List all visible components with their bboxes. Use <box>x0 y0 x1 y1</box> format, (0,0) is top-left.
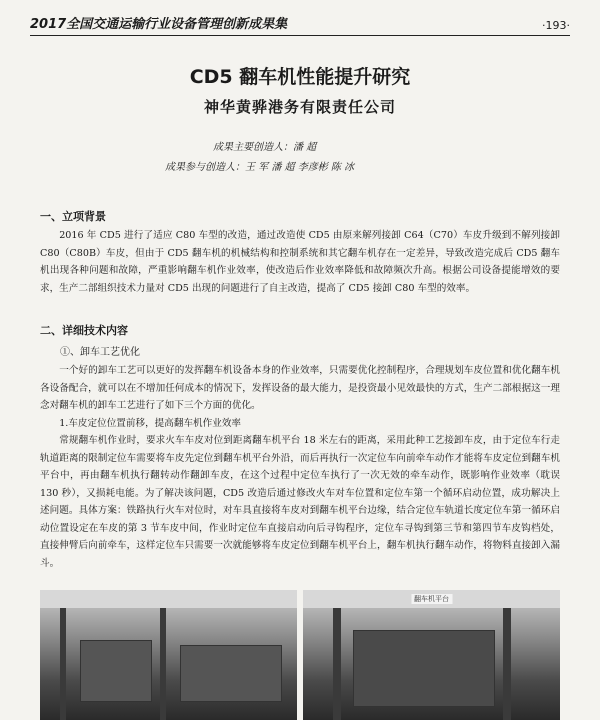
paragraph-process-intro: 一个好的卸车工艺可以更好的发挥翻车机设备本身的作业效率，只需要优化控制程序，合理规划车皮位置和优化翻车机各设备配合，就可以在不增加任何成本的情况下，发挥设备的最大能力，是投资最小见效最快的方式，生产二部根据这一理念对翻车机的卸车工艺进行了如下三个方面的优化。 <box>40 365 560 411</box>
participants: 成果参与创造人：王 军 潘 超 李彦彬 陈 冰 <box>165 162 355 173</box>
photo-left <box>40 590 297 720</box>
page-number: ·193· <box>542 19 570 32</box>
article-title: CD5 翻车机性能提升研究 <box>189 66 411 88</box>
main-creator: 成果主要创造人：潘 超 <box>213 142 317 153</box>
organization-name: 神华黄骅港务有限责任公司 <box>203 98 396 116</box>
subheading-process-optimization: ①、卸车工艺优化 <box>60 347 140 358</box>
item-title-positioning: 1.车皮定位位置前移，提高翻车机作业效率 <box>59 418 242 429</box>
figure-photos <box>40 590 560 720</box>
section-heading-technical: 二、详细技术内容 <box>40 324 128 337</box>
running-header <box>30 10 570 36</box>
paragraph-positioning-detail: 常规翻车机作业时，要求火车车皮对位到距离翻车机平台 18 米左右的距离，采用此种工艺接卸车皮，由于定位车行走轨道距离的限制定位车需要将车皮先定位到翻车机平台外沿，而后再执行一次定位车向前牵车动作才能将车皮定位到翻车机平台中，再由翻车机执行翻转动作翻卸车皮，在这个过程中定位车执行了一次无效的牵车动作，既影响作业效率（耽误 130 秒），又损耗电能。为了解决该问题，CD5 改造后通过修改火车对车位置和定位车第一个循环启动位置，成功解决上述问题。具体方案：铁路执行火车对位时，对车具直接将车皮对到翻车机平台边缘，结合定位车轨道长度定位车第一循环启动位置设定在车皮的第 3 节车皮中间，作业时定位车直接启动向后寻钩程序，定位车寻钩到第三节和第四节车皮钩档处，直接伸臂后向前牵车，这样定位车只需要一次就能够将车皮定位到翻车机平台上，翻车机执行翻车动作，将物料直接卸入漏斗。 <box>40 435 560 569</box>
photo-right <box>303 590 560 720</box>
book-title: 2017全国交通运输行业设备管理创新成果集 <box>30 17 288 32</box>
credits-block <box>165 138 560 178</box>
section-heading-background: 一、立项背景 <box>40 210 106 223</box>
paragraph-background: 2016 年 CD5 进行了适应 C80 车型的改造，通过改造使 CD5 由原来解列接卸 C64（C70）车皮升级到不解列接卸 C80（C80B）车皮，但由于 CD5 翻车机的机械结构和控制系统和其它翻车机存在一定差异，导致改造完成后 CD5 翻车机出现各种问题和故障，严重影响翻车机作业效率，使改造后作业效率降低和故障频次升高。根据公司设备提能增效的要求，生产二部组织技术力量对 CD5 出现的问题进行了自主改造，提高了 CD5 接卸 C80 车型的效率。 <box>40 230 560 294</box>
photo-label: 翻车机平台 <box>411 594 452 604</box>
